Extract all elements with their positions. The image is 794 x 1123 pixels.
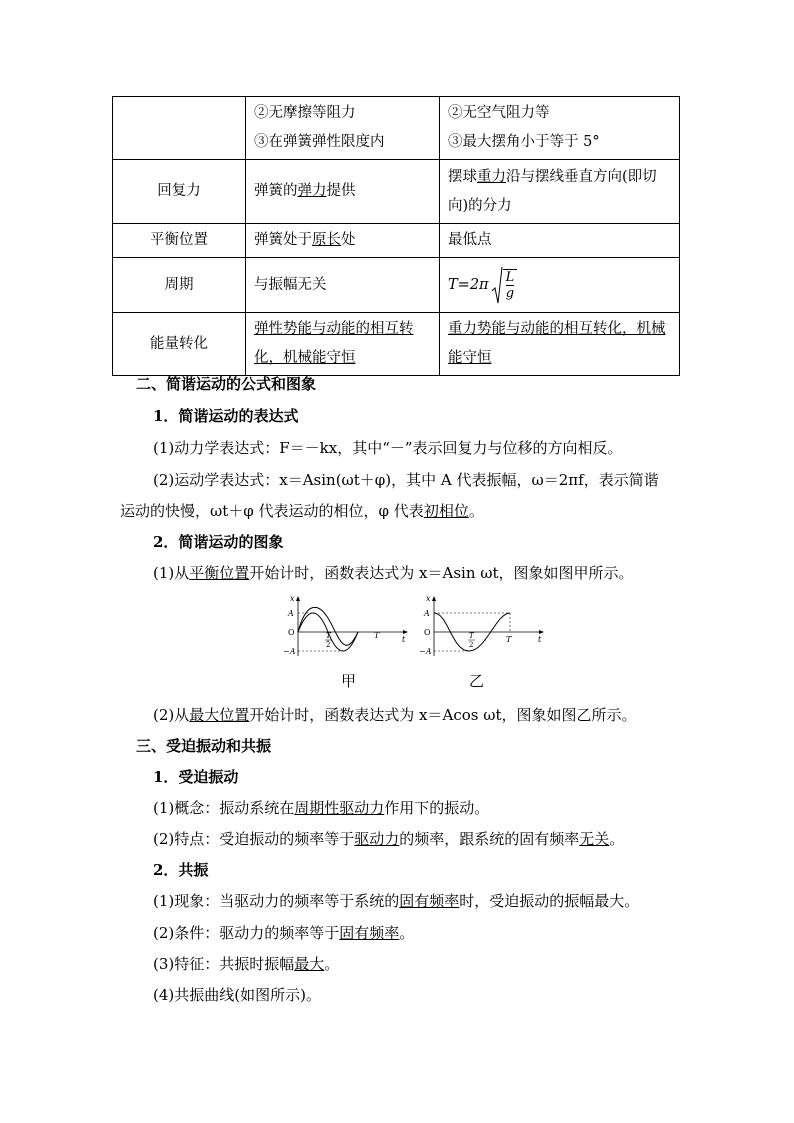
svg-text:T: T: [326, 632, 331, 640]
svg-text:T: T: [506, 635, 512, 644]
table-cell: ②无摩擦等阻力 ③在弹簧弹性限度内: [246, 97, 440, 160]
table-row: [113, 160, 680, 224]
table-row: [113, 313, 680, 376]
svg-text:O: O: [288, 628, 295, 637]
svg-text:2: 2: [469, 641, 474, 649]
table-cell: 与振幅无关: [246, 258, 440, 313]
graph-caption: 甲: [341, 672, 357, 690]
axis-label-x: x: [290, 594, 295, 603]
svg-text:O: O: [424, 628, 431, 637]
paragraph: 运动的快慢，ωt＋φ 代表运动的相位，φ 代表初相位。: [120, 502, 484, 520]
row-label: 回复力: [113, 160, 246, 224]
paragraph: (2)特点：受迫振动的频率等于驱动力的频率，跟系统的固有频率无关。: [153, 830, 625, 848]
table-row: [113, 258, 680, 313]
graph-caption: 乙: [469, 672, 485, 690]
svg-text:t: t: [538, 635, 542, 644]
svg-text:A: A: [424, 609, 430, 618]
section-title: 二、简谐运动的公式和图象: [136, 375, 317, 393]
table-cell: 弹簧处于原长处: [246, 224, 440, 258]
table-cell: 摆球重力沿与摆线垂直方向(即切向)的分力: [440, 160, 680, 224]
row-label: 周期: [113, 258, 246, 313]
paragraph: (4)共振曲线(如图所示)。: [153, 986, 321, 1004]
table-cell: ②无空气阻力等 ③最大摆角小于等于 5°: [440, 97, 680, 160]
paragraph: (2)从最大位置开始计时，函数表达式为 x＝Acos ωt，图象如图乙所示。: [153, 706, 637, 724]
table-cell: 弹簧的弹力提供: [246, 160, 440, 224]
axis-label-t: t: [402, 635, 406, 644]
row-label: 平衡位置: [113, 224, 246, 258]
paragraph: (1)从平衡位置开始计时，函数表达式为 x＝Asin ωt，图象如图甲所示。: [153, 564, 634, 582]
table-row: [113, 97, 680, 160]
paragraph: (2)条件：驱动力的频率等于固有频率。: [153, 924, 415, 942]
section-title: 三、受迫振动和共振: [136, 737, 272, 755]
subsection-title: 2．简谐运动的图象: [153, 533, 284, 551]
subsection-title: 1．简谐运动的表达式: [153, 407, 299, 425]
paragraph: (1)现象：当驱动力的频率等于系统的固有频率时，受迫振动的振幅最大。: [153, 892, 640, 910]
graph-sine: [282, 592, 412, 660]
paragraph: (1)动力学表达式：F＝－kx，其中“－”表示回复力与位移的方向相反。: [153, 439, 623, 457]
subsection-title: 1．受迫振动: [153, 768, 239, 786]
comparison-table: [112, 96, 680, 376]
table-cell: [440, 258, 680, 313]
graph-cosine: [418, 592, 548, 660]
table-cell: 弹性势能与动能的相互转化，机械能守恒: [246, 313, 440, 376]
svg-text:T: T: [374, 631, 380, 640]
row-label: 能量转化: [113, 313, 246, 376]
svg-text:x: x: [426, 594, 431, 603]
svg-text:2: 2: [326, 641, 331, 649]
paragraph: (3)特征：共振时振幅最大。: [153, 955, 340, 973]
svg-text:A: A: [288, 609, 294, 618]
sqrt-icon: [491, 265, 503, 305]
svg-text:−A: −A: [283, 647, 296, 656]
table-cell: 最低点: [440, 224, 680, 258]
svg-text:T: T: [469, 632, 474, 640]
table-row: [113, 224, 680, 258]
paragraph: (2)运动学表达式：x＝Asin(ωt＋φ)，其中 A 代表振幅，ω＝2πf，表示简谐: [153, 471, 659, 489]
paragraph: (1)概念：振动系统在周期性驱动力作用下的振动。: [153, 799, 490, 817]
svg-text:−A: −A: [419, 647, 432, 656]
period-formula: T=2π L g: [448, 265, 517, 305]
subsection-title: 2．共振: [153, 861, 209, 879]
table-cell: 重力势能与动能的相互转化，机械能守恒: [440, 313, 680, 376]
